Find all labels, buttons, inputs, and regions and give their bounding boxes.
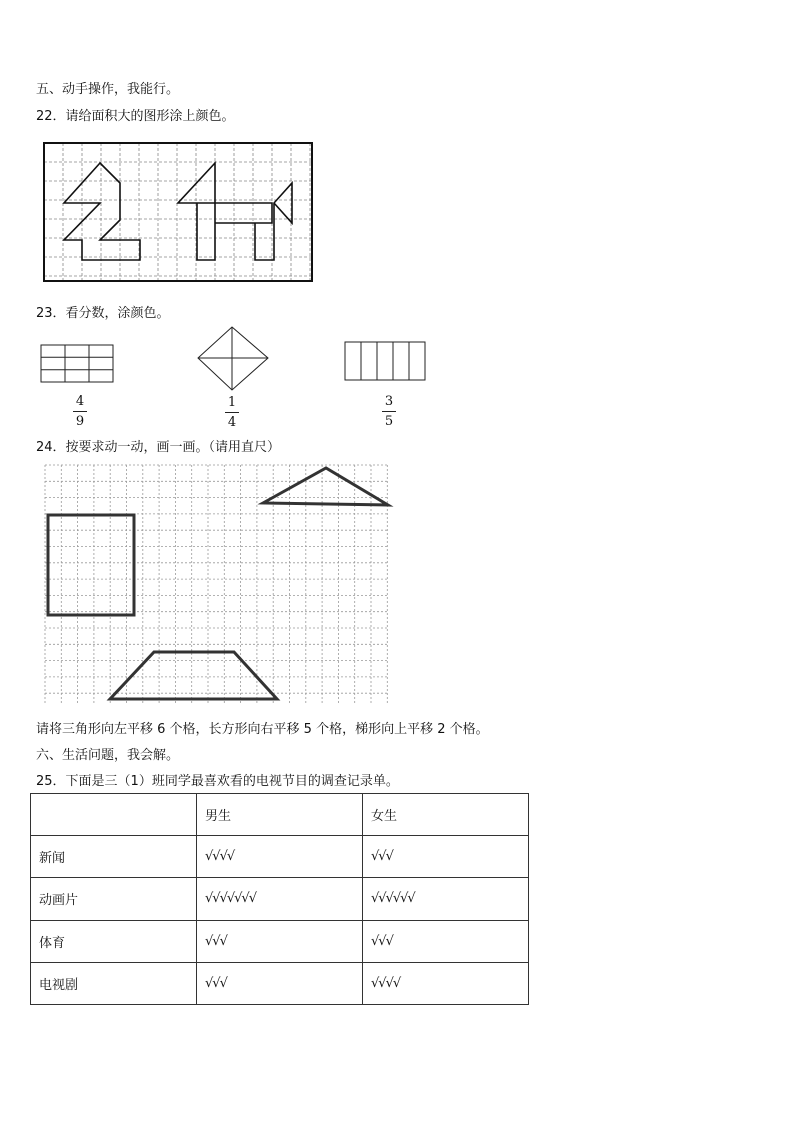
table-cell-boys: √√√√√√√ xyxy=(197,878,363,920)
table-cell-girls: √√√√ xyxy=(363,962,529,1004)
question-24-text: 24．按要求动一动，画一画。（请用直尺） xyxy=(36,440,281,455)
table-cell-program: 动画片 xyxy=(31,878,197,920)
table-cell-girls: √√√√√√ xyxy=(363,878,529,920)
fraction-denominator: 5 xyxy=(384,414,394,429)
table-cell-boys: √√√√ xyxy=(197,836,363,878)
question-25-text: 25．下面是三（1）班同学最喜欢看的电视节目的调查记录单。 xyxy=(36,774,399,789)
question-22-text: 22．请给面积大的图形涂上颜色。 xyxy=(36,109,235,124)
trapezoid-shape xyxy=(110,652,277,699)
table-cell-boys: √√√ xyxy=(197,962,363,1004)
table-header-cell: 女生 xyxy=(363,794,529,836)
triangle-shape xyxy=(263,468,388,505)
question-23-text: 23．看分数，涂颜色。 xyxy=(36,306,170,321)
table-row xyxy=(31,962,529,1004)
question-24-instruction: 请将三角形向左平移 6 个格，长方形向右平移 5 个格，梯形向上平移 2 个格。 xyxy=(36,722,489,737)
table-row xyxy=(31,920,529,962)
table-cell-program: 新闻 xyxy=(31,836,197,878)
table-header-row xyxy=(31,794,529,836)
table-row xyxy=(31,878,529,920)
table-cell-girls: √√√ xyxy=(363,836,529,878)
table-cell-boys: √√√ xyxy=(197,920,363,962)
fraction-denominator: 4 xyxy=(227,415,237,430)
table-cell-program: 电视剧 xyxy=(31,962,197,1004)
section-6-title: 六、生活问题，我会解。 xyxy=(36,748,180,763)
table-cell-program: 体育 xyxy=(31,920,197,962)
table-row xyxy=(31,836,529,878)
section-5-title: 五、动手操作，我能行。 xyxy=(36,82,180,97)
fraction-numerator: 3 xyxy=(384,394,394,409)
tv-survey-table xyxy=(30,793,529,1005)
fraction-denominator: 9 xyxy=(75,414,85,429)
table-cell-girls: √√√ xyxy=(363,920,529,962)
fraction-numerator: 4 xyxy=(75,394,85,409)
table-header-cell: 男生 xyxy=(197,794,363,836)
table-header-cell xyxy=(31,794,197,836)
fraction-numerator: 1 xyxy=(227,395,237,410)
